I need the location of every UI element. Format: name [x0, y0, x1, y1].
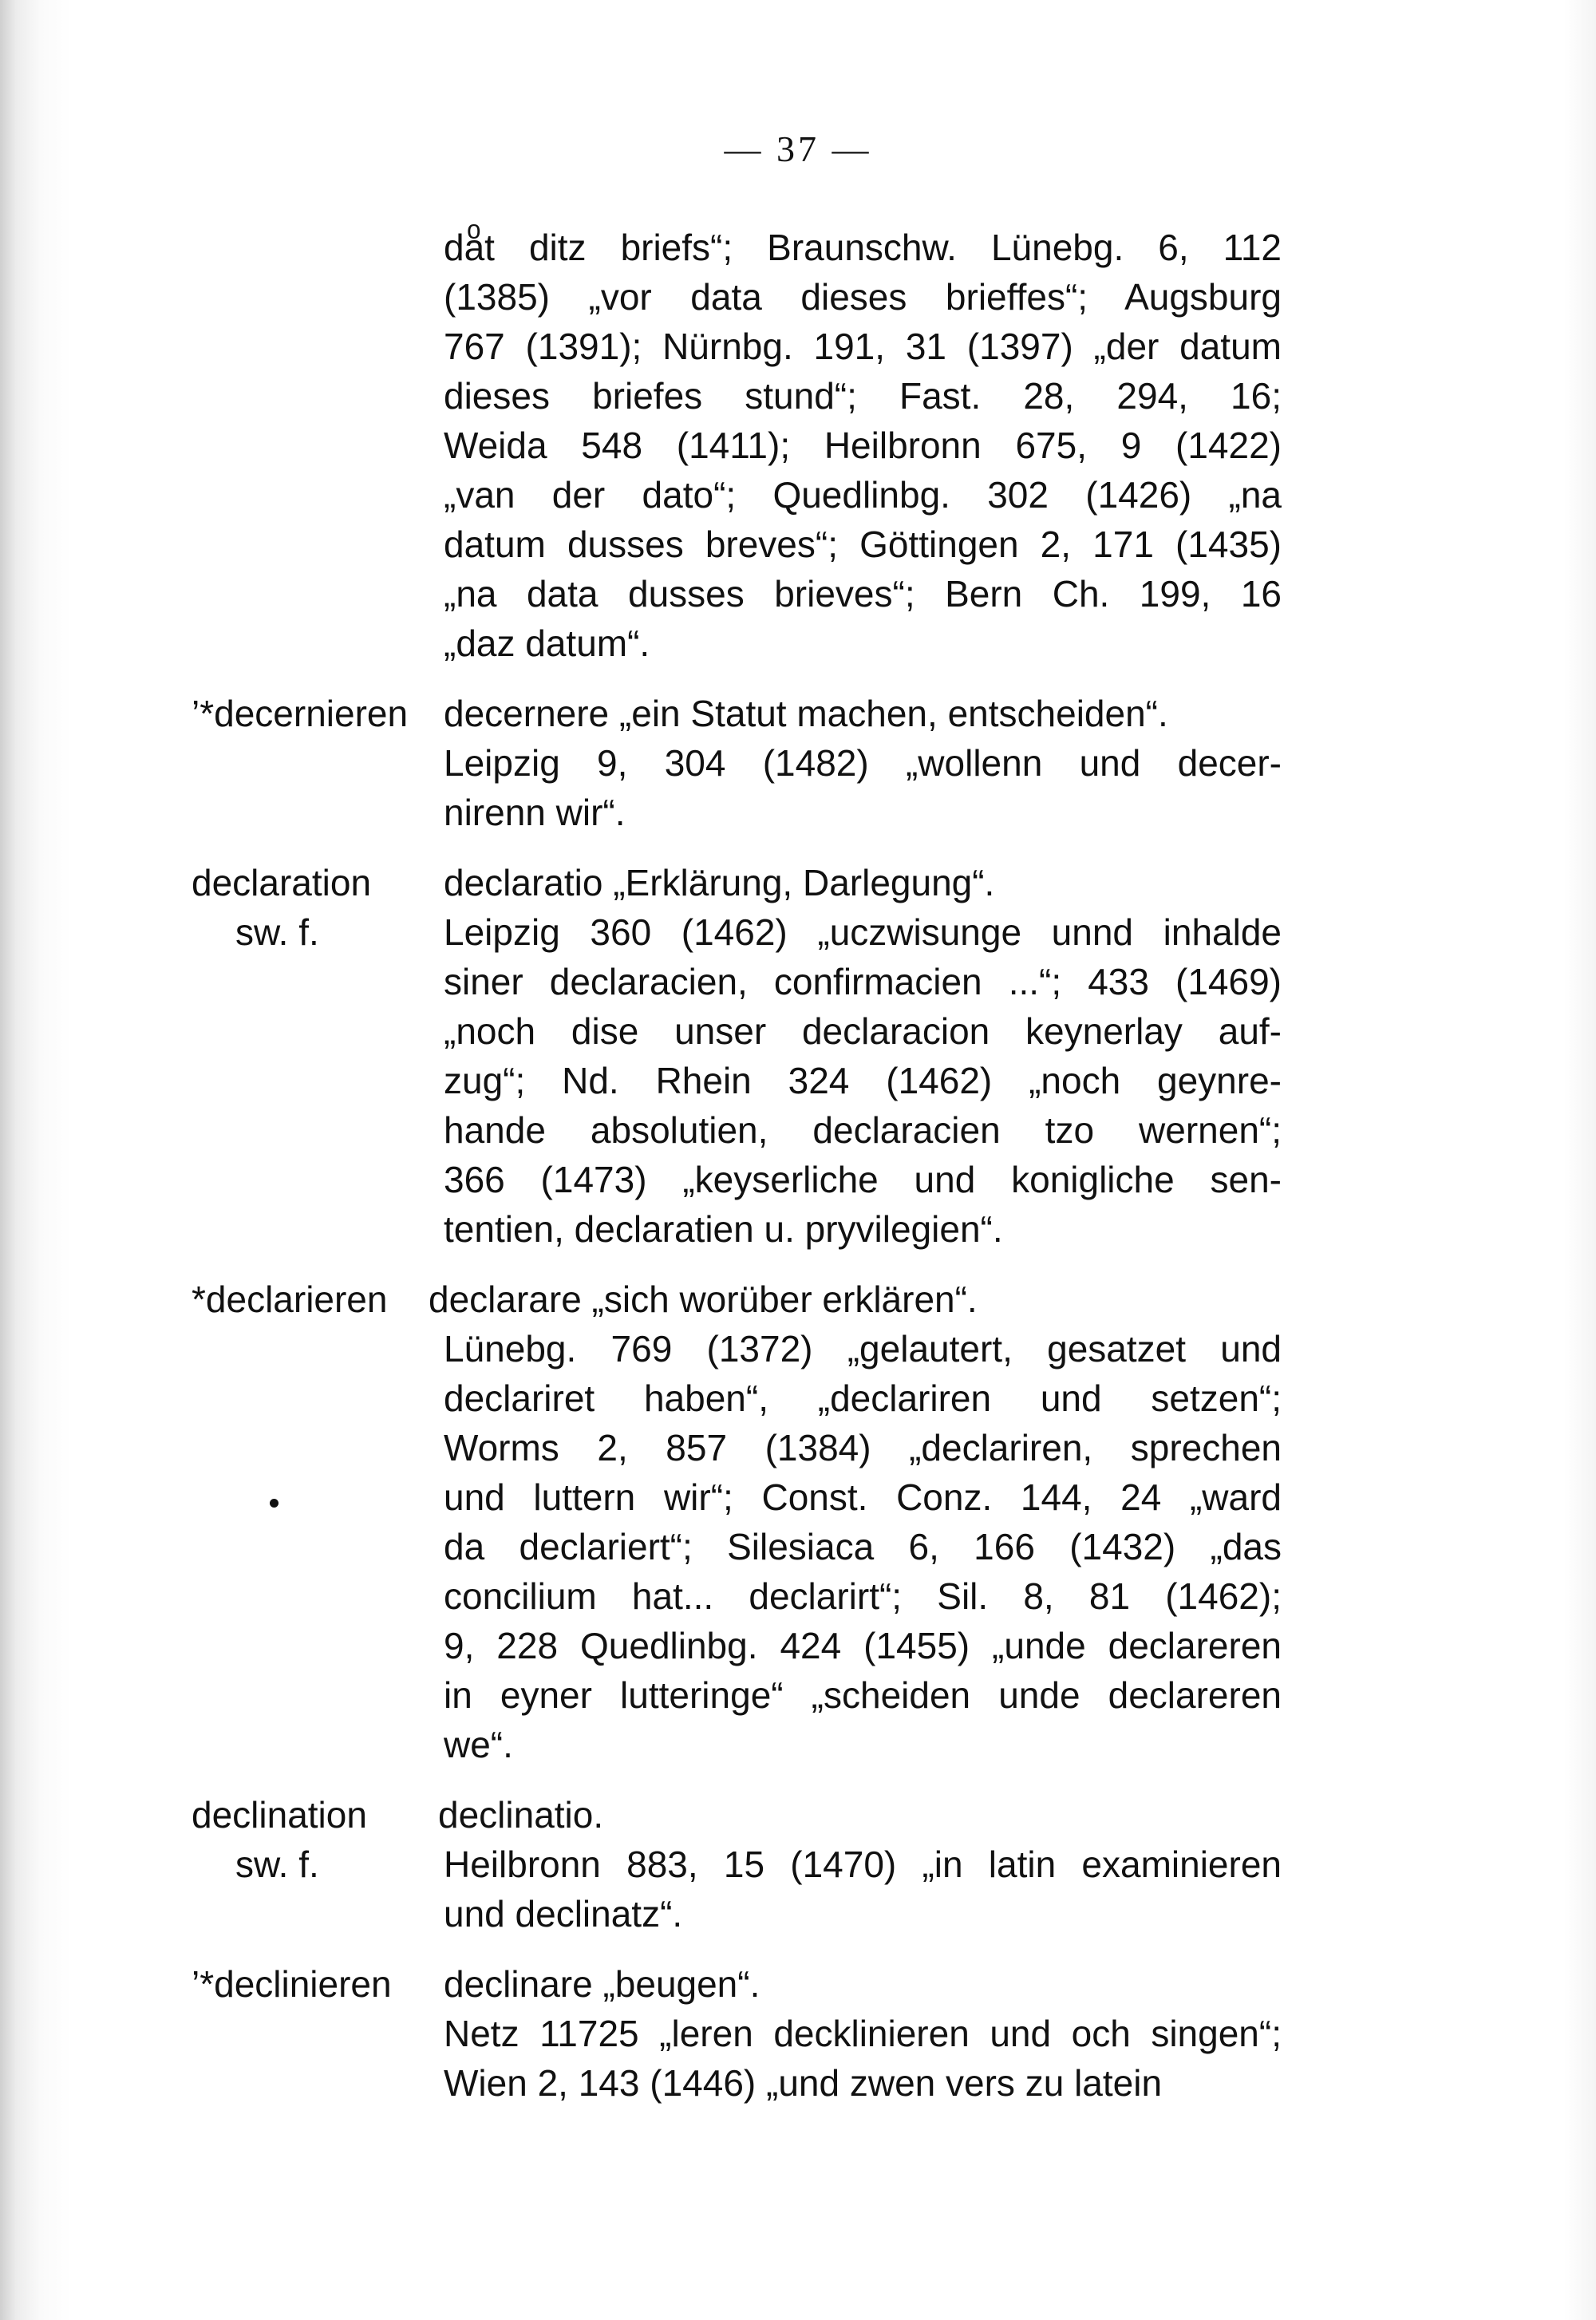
entry-text: „daz datum“. [444, 622, 650, 664]
entry-text: Heilbronn 883, 15 (1470) „in latin examinieren [444, 1844, 1282, 1885]
entry-text: daͦt ditz briefs“; Braunschw. Lünebg. 6, 112 [444, 227, 1282, 268]
entry-text: und luttern wir“; Const. Conz. 144, 24 „ward [444, 1476, 1282, 1518]
entry-text: declariret haben“, „declariren und setzen“; [444, 1377, 1282, 1419]
entry-text: in eyner lutteringe“ „scheiden unde declareren [444, 1674, 1282, 1716]
entry-line [0, 619, 1596, 668]
entry-text: declaratio „Erklärung, Darlegung“. [444, 862, 995, 903]
entry-text: datum dusses breves“; Göttingen 2, 171 (1435) [444, 524, 1282, 565]
entry-text: Leipzig 360 (1462) „uczwisunge unnd inhalde [444, 911, 1282, 953]
headword: *declarieren [192, 1279, 388, 1320]
entry-line [0, 907, 1596, 957]
entry-text: Lünebg. 769 (1372) „gelautert, gesatzet und [444, 1328, 1282, 1369]
entry-line [0, 788, 1596, 837]
grammar-label: sw. f. [235, 1844, 319, 1885]
entry-line [0, 1959, 1596, 2009]
entry-line [0, 322, 1596, 371]
entry-text: hande absolutien, declaracien tzo wernen“; [444, 1109, 1282, 1151]
entry-text: siner declaracien, confirmacien ...“; 433 (1469) [444, 961, 1282, 1002]
entry-line [0, 689, 1596, 738]
entry-text: und declinatz“. [444, 1893, 683, 1935]
dictionary-entry [0, 1959, 1596, 2108]
dictionary-entries [0, 223, 1596, 2128]
entry-line [0, 1670, 1596, 1720]
entry-line [0, 1275, 1596, 1324]
entry-line [0, 1621, 1596, 1670]
entry-text: tentien, declaratien u. pryvilegien“. [444, 1208, 1003, 1250]
entry-line [0, 1373, 1596, 1423]
entry-line [0, 738, 1596, 788]
entry-text: 9, 228 Quedlinbg. 424 (1455) „unde declareren [444, 1625, 1282, 1666]
entry-text: decernere „ein Statut machen, entscheiden“. [444, 693, 1168, 734]
entry-line [0, 1720, 1596, 1769]
entry-line [0, 1522, 1596, 1571]
entry-text: Worms 2, 857 (1384) „declariren, sprechen [444, 1427, 1282, 1468]
entry-text: declinatio. [438, 1794, 604, 1836]
entry-text: declinare „beugen“. [444, 1963, 760, 2005]
entry-line [0, 1571, 1596, 1621]
entry-text: Leipzig 9, 304 (1482) „wollenn und decer- [444, 742, 1282, 784]
dictionary-entry [0, 223, 1596, 668]
headword: declaration [192, 862, 372, 903]
entry-text: Weida 548 (1411); Heilbronn 675, 9 (1422) [444, 425, 1282, 466]
entry-line [0, 1056, 1596, 1105]
page-number: — 37 — [724, 128, 872, 169]
entry-text: we“. [444, 1724, 513, 1765]
entry-line [0, 569, 1596, 619]
entry-line [0, 2009, 1596, 2058]
entry-text: concilium hat... declarirt“; Sil. 8, 81 (1462); [444, 1575, 1282, 1617]
entry-line [0, 272, 1596, 322]
entry-text: 767 (1391); Nürnbg. 191, 31 (1397) „der datum [444, 326, 1282, 367]
entry-line [0, 1472, 1596, 1522]
entry-text: da declariert“; Silesiaca 6, 166 (1432) „das [444, 1526, 1282, 1567]
entry-text: 366 (1473) „keyserliche und konigliche sen- [444, 1159, 1282, 1200]
entry-line [0, 1006, 1596, 1056]
entry-line [0, 1105, 1596, 1155]
stray-ink-dot [270, 1499, 279, 1508]
headword: ’*decernieren [192, 693, 409, 734]
entry-line [0, 371, 1596, 421]
dictionary-entry [0, 1790, 1596, 1939]
headword: ’*declinieren [192, 1963, 392, 2005]
entry-line [0, 1840, 1596, 1889]
dictionary-entry [0, 689, 1596, 837]
entry-line [0, 1790, 1596, 1840]
entry-line [0, 957, 1596, 1006]
entry-text: Netz 11725 „leren decklinieren und och singen“; [444, 2013, 1282, 2054]
entry-line [0, 1155, 1596, 1204]
dictionary-entry [0, 858, 1596, 1254]
entry-text: nirenn wir“. [444, 792, 626, 833]
entry-line [0, 421, 1596, 470]
entry-text: „na data dusses brieves“; Bern Ch. 199, 16 [444, 573, 1282, 615]
entry-text: declarare „sich worüber erklären“. [429, 1279, 978, 1320]
entry-line [0, 1204, 1596, 1254]
entry-text: „van der dato“; Quedlinbg. 302 (1426) „na [444, 474, 1282, 516]
entry-text: zug“; Nd. Rhein 324 (1462) „noch geynre- [444, 1060, 1282, 1101]
entry-line [0, 1423, 1596, 1472]
entry-line [0, 1324, 1596, 1373]
entry-line [0, 2058, 1596, 2108]
entry-text: „noch dise unser declaracion keynerlay auf- [444, 1010, 1282, 1052]
entry-line [0, 223, 1596, 272]
entry-text: Wien 2, 143 (1446) „und zwen vers zu latein [444, 2062, 1163, 2104]
entry-text: dieses briefes stund“; Fast. 28, 294, 16; [444, 375, 1282, 417]
entry-text: (1385) „vor data dieses brieffes“; Augsburg [444, 276, 1282, 318]
entry-line [0, 520, 1596, 569]
grammar-label: sw. f. [235, 911, 319, 953]
headword: declination [192, 1794, 367, 1836]
entry-line [0, 1889, 1596, 1939]
dictionary-entry [0, 1275, 1596, 1769]
entry-line [0, 470, 1596, 520]
entry-line [0, 858, 1596, 907]
